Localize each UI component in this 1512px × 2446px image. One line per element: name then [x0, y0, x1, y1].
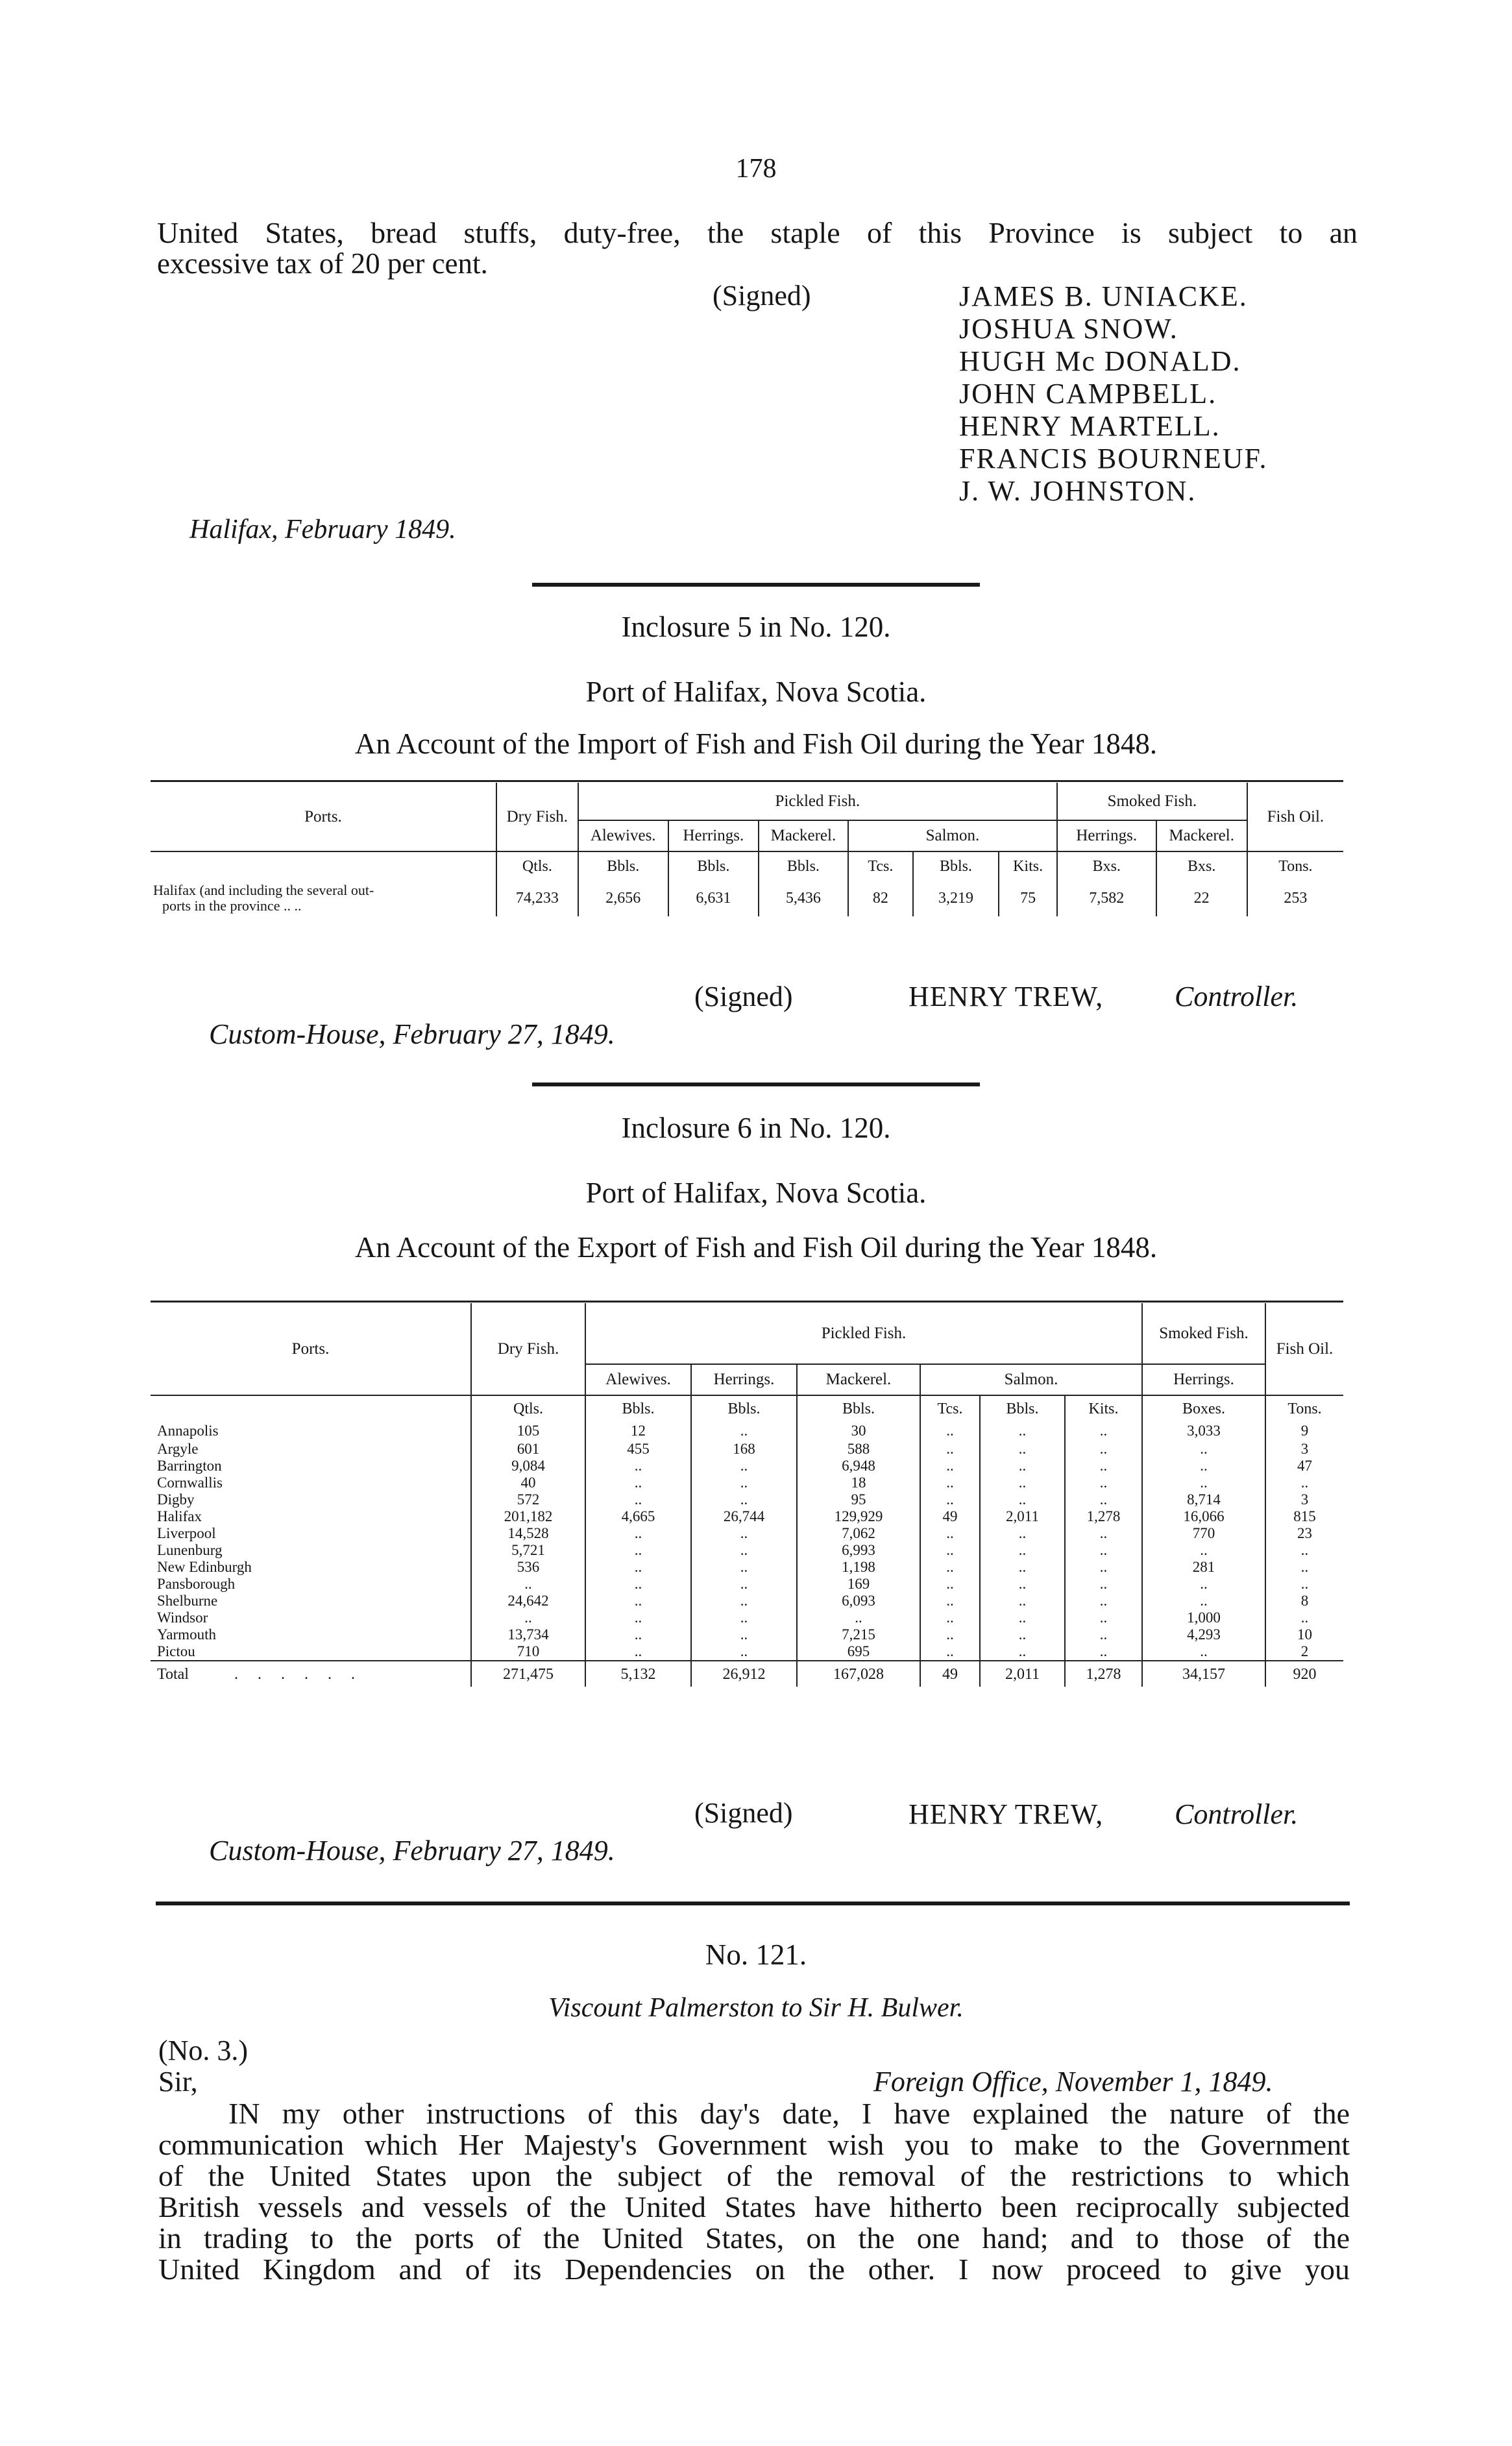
value-cell: .. — [920, 1474, 980, 1491]
value-cell: 40 — [471, 1474, 585, 1491]
value-cell: 1,278 — [1065, 1508, 1142, 1525]
unit-cell: Bxs. — [1156, 851, 1247, 880]
value-cell: .. — [920, 1525, 980, 1542]
col-pickled-fish: Pickled Fish. — [578, 783, 1057, 820]
total-cell: 26,912 — [691, 1661, 797, 1687]
value-cell: .. — [585, 1609, 691, 1626]
value-cell: .. — [691, 1525, 797, 1542]
col-mackerel: Mackerel. — [759, 820, 848, 851]
value-cell: .. — [585, 1593, 691, 1609]
value-cell: 9 — [1265, 1421, 1343, 1441]
port-cell — [151, 1542, 471, 1559]
value-cell: .. — [980, 1593, 1065, 1609]
port-name: New Edinburgh — [157, 1559, 252, 1575]
col-smoked-herrings: Herrings. — [1142, 1364, 1265, 1395]
signatory: JOHN CAMPBELL. — [959, 378, 1217, 410]
value-cell: .. — [1065, 1643, 1142, 1661]
section-divider-full — [156, 1902, 1350, 1905]
letter-body-line: of the United States upon the subject of the removal of the restrictions to which — [158, 2159, 1350, 2192]
value-cell: 281 — [1142, 1559, 1265, 1576]
col-salmon: Salmon. — [848, 820, 1057, 851]
table-row — [151, 1474, 1343, 1491]
signatory: JAMES B. UNIACKE. — [959, 280, 1248, 312]
value-cell: 3,033 — [1142, 1421, 1265, 1441]
value-cell: .. — [980, 1576, 1065, 1593]
unit-cell: Tons. — [1247, 851, 1343, 880]
value-cell: .. — [691, 1593, 797, 1609]
value-cell: .. — [585, 1626, 691, 1643]
table-row — [151, 1559, 1343, 1576]
value-cell: .. — [920, 1643, 980, 1661]
value-cell: .. — [471, 1609, 585, 1626]
value-cell: .. — [920, 1559, 980, 1576]
port-name: Liverpool — [157, 1525, 216, 1541]
value-cell: .. — [1065, 1576, 1142, 1593]
table-row — [151, 1441, 1343, 1458]
table-row — [151, 1525, 1343, 1542]
value-cell: 75 — [999, 880, 1057, 916]
value-cell: .. — [1065, 1491, 1142, 1508]
value-cell: 6,993 — [797, 1542, 920, 1559]
total-cell: 271,475 — [471, 1661, 585, 1687]
enclosure-5-heading: Inclosure 5 in No. 120. — [621, 611, 891, 643]
letter-body-line: in trading to the ports of the United States, on the one hand; and to those of the — [158, 2221, 1350, 2255]
value-cell: .. — [920, 1542, 980, 1559]
signed-label: (Signed) — [713, 280, 811, 312]
letter-ref: (No. 3.) — [158, 2035, 249, 2066]
value-cell: .. — [980, 1474, 1065, 1491]
port-name: Barrington — [157, 1458, 222, 1474]
value-cell: 3 — [1265, 1441, 1343, 1458]
value-cell: 572 — [471, 1491, 585, 1508]
value-cell: 12 — [585, 1421, 691, 1441]
col-alewives: Alewives. — [578, 820, 668, 851]
col-herrings: Herrings. — [668, 820, 759, 851]
value-cell: 815 — [1265, 1508, 1343, 1525]
value-cell: .. — [691, 1626, 797, 1643]
port-cell — [151, 1559, 471, 1576]
total-cell: 920 — [1265, 1661, 1343, 1687]
port-name: Windsor — [157, 1609, 208, 1626]
value-cell: 2 — [1265, 1643, 1343, 1661]
letter-body-line: IN my other instructions of this day's date, I have explained the nature of the — [228, 2097, 1350, 2130]
col-herrings: Herrings. — [691, 1364, 797, 1395]
signed-label: (Signed) — [694, 1797, 793, 1829]
port-name: Halifax — [157, 1508, 202, 1524]
table-row — [151, 1421, 1343, 1441]
value-cell: 5,436 — [759, 880, 848, 916]
col-dry-fish: Dry Fish. — [471, 1303, 585, 1395]
port-cell — [151, 1626, 471, 1643]
port-name: Cornwallis — [157, 1474, 223, 1491]
enclosure-6-heading: Inclosure 6 in No. 120. — [621, 1112, 891, 1144]
value-cell: .. — [980, 1491, 1065, 1508]
value-cell: 1,198 — [797, 1559, 920, 1576]
value-cell: 5,721 — [471, 1542, 585, 1559]
unit-cell: Bbls. — [797, 1395, 920, 1421]
enclosure-5-title: An Account of the Import of Fish and Fish Oil during the Year 1848. — [354, 728, 1158, 760]
intro-line-1: United States, bread stuffs, duty-free, the staple of this Province is subject to an — [157, 216, 1358, 249]
signer-name: HENRY TREW, — [908, 981, 1104, 1012]
total-cell: 49 — [920, 1661, 980, 1687]
port-name: Argyle — [157, 1441, 199, 1457]
section-divider — [532, 583, 980, 587]
value-cell: .. — [691, 1421, 797, 1441]
enclosure-5-port: Port of Halifax, Nova Scotia. — [585, 676, 927, 708]
value-cell: 24,642 — [471, 1593, 585, 1609]
export-table — [151, 1303, 1343, 1687]
value-cell: .. — [1142, 1593, 1265, 1609]
value-cell: .. — [585, 1474, 691, 1491]
unit-row — [151, 851, 1343, 880]
signatory: J. W. JOHNSTON. — [959, 475, 1197, 507]
value-cell: .. — [920, 1593, 980, 1609]
section-divider — [532, 1082, 980, 1086]
value-cell: 49 — [920, 1508, 980, 1525]
value-cell: 601 — [471, 1441, 585, 1458]
col-smoked-fish: Smoked Fish. — [1057, 783, 1247, 820]
letter-body-line: United Kingdom and of its Dependencies on the other. I now proceed to give you — [158, 2253, 1350, 2286]
value-cell: .. — [585, 1643, 691, 1661]
total-cell: 1,278 — [1065, 1661, 1142, 1687]
value-cell: .. — [1265, 1559, 1343, 1576]
port-name: Pictou — [157, 1643, 195, 1659]
value-cell: .. — [691, 1458, 797, 1474]
port-label-line: Halifax (and including the several out- — [153, 882, 374, 898]
enclosure-6-port: Port of Halifax, Nova Scotia. — [585, 1177, 927, 1209]
col-fish-oil: Fish Oil. — [1247, 783, 1343, 851]
port-cell — [151, 1643, 471, 1661]
value-cell: 8 — [1265, 1593, 1343, 1609]
value-cell: .. — [1265, 1542, 1343, 1559]
signer-name: HENRY TREW, — [908, 1798, 1104, 1830]
value-cell: 16,066 — [1142, 1508, 1265, 1525]
col-alewives: Alewives. — [585, 1364, 691, 1395]
table-top-rule — [151, 1301, 1343, 1302]
total-cell: 5,132 — [585, 1661, 691, 1687]
unit-row — [151, 1395, 1343, 1421]
value-cell: .. — [691, 1559, 797, 1576]
unit-cell: Tcs. — [848, 851, 913, 880]
value-cell: 201,182 — [471, 1508, 585, 1525]
value-cell: .. — [980, 1441, 1065, 1458]
port-cell — [151, 1609, 471, 1626]
col-smoked-herrings: Herrings. — [1057, 820, 1156, 851]
total-cell: 34,157 — [1142, 1661, 1265, 1687]
value-cell: 253 — [1247, 880, 1343, 916]
custom-house-date: Custom-House, February 27, 1849. — [209, 1018, 615, 1050]
port-cell — [151, 1491, 471, 1508]
value-cell: 2,011 — [980, 1508, 1065, 1525]
unit-cell: Bxs. — [1057, 851, 1156, 880]
value-cell: .. — [1142, 1576, 1265, 1593]
table-row — [151, 1643, 1343, 1661]
table-top-rule — [151, 780, 1343, 782]
total-label: Total ...... — [151, 1661, 471, 1687]
signer-title: Controller. — [1175, 981, 1299, 1012]
value-cell: .. — [585, 1576, 691, 1593]
value-cell: 30 — [797, 1421, 920, 1441]
port-cell — [151, 1576, 471, 1593]
unit-cell: Bbls. — [668, 851, 759, 880]
unit-cell: Tcs. — [920, 1395, 980, 1421]
unit-cell: Bbls. — [913, 851, 999, 880]
value-cell: 95 — [797, 1491, 920, 1508]
value-cell: .. — [691, 1542, 797, 1559]
value-cell: 536 — [471, 1559, 585, 1576]
value-cell: .. — [980, 1458, 1065, 1474]
port-name: Shelburne — [157, 1593, 218, 1609]
value-cell: 6,631 — [668, 880, 759, 916]
col-smoked-mackerel: Mackerel. — [1156, 820, 1247, 851]
custom-house-date: Custom-House, February 27, 1849. — [209, 1835, 615, 1866]
port-name: Lunenburg — [157, 1542, 223, 1558]
signatory: FRANCIS BOURNEUF. — [959, 443, 1268, 474]
value-cell: .. — [1265, 1576, 1343, 1593]
port-name: Annapolis — [157, 1423, 219, 1439]
value-cell: 18 — [797, 1474, 920, 1491]
value-cell: 14,528 — [471, 1525, 585, 1542]
intro-line-2: excessive tax of 20 per cent. — [157, 247, 488, 280]
table-row — [151, 1508, 1343, 1525]
value-cell: .. — [691, 1474, 797, 1491]
value-cell: 588 — [797, 1441, 920, 1458]
enclosure-6-title: An Account of the Export of Fish and Fish Oil during the Year 1848. — [354, 1231, 1158, 1264]
value-cell: 169 — [797, 1576, 920, 1593]
value-cell: .. — [1065, 1421, 1142, 1441]
value-cell: 129,929 — [797, 1508, 920, 1525]
letter-body-line: British vessels and vessels of the United States have hitherto been reciprocally subjected — [158, 2190, 1350, 2223]
value-cell: 710 — [471, 1643, 585, 1661]
value-cell: 695 — [797, 1643, 920, 1661]
value-cell: .. — [1142, 1458, 1265, 1474]
value-cell: .. — [1265, 1609, 1343, 1626]
col-fish-oil: Fish Oil. — [1265, 1303, 1343, 1395]
value-cell: .. — [920, 1458, 980, 1474]
port-cell — [151, 1441, 471, 1458]
value-cell: .. — [1065, 1474, 1142, 1491]
unit-cell: Bbls. — [578, 851, 668, 880]
unit-cell: Bbls. — [691, 1395, 797, 1421]
value-cell: .. — [1065, 1525, 1142, 1542]
letter-from-to: Viscount Palmerston to Sir H. Bulwer. — [548, 1993, 964, 2023]
letter-salutation: Sir, — [158, 2066, 198, 2097]
value-cell: 9,084 — [471, 1458, 585, 1474]
col-ports: Ports. — [151, 783, 496, 851]
unit-cell: Bbls. — [759, 851, 848, 880]
value-cell: 7,215 — [797, 1626, 920, 1643]
value-cell: 105 — [471, 1421, 585, 1441]
value-cell: .. — [691, 1609, 797, 1626]
value-cell: .. — [980, 1643, 1065, 1661]
value-cell: .. — [980, 1542, 1065, 1559]
unit-cell: Kits. — [999, 851, 1057, 880]
port-cell — [151, 1421, 471, 1441]
value-cell: 770 — [1142, 1525, 1265, 1542]
unit-cell: Boxes. — [1142, 1395, 1265, 1421]
value-cell: .. — [980, 1559, 1065, 1576]
unit-cell: Bbls. — [980, 1395, 1065, 1421]
value-cell: .. — [691, 1576, 797, 1593]
value-cell: .. — [1065, 1441, 1142, 1458]
value-cell: .. — [1142, 1643, 1265, 1661]
port-name: Yarmouth — [157, 1626, 216, 1643]
value-cell: .. — [585, 1491, 691, 1508]
value-cell: 2,656 — [578, 880, 668, 916]
letter-body-line: communication which Her Majesty's Government wish you to make to the Government — [158, 2128, 1350, 2161]
value-cell: 13,734 — [471, 1626, 585, 1643]
port-cell — [151, 1593, 471, 1609]
col-smoked-fish: Smoked Fish. — [1142, 1303, 1265, 1364]
value-cell: .. — [920, 1491, 980, 1508]
unit-cell: Qtls. — [496, 851, 578, 880]
value-cell: .. — [585, 1458, 691, 1474]
col-salmon: Salmon. — [920, 1364, 1142, 1395]
value-cell: .. — [1065, 1609, 1142, 1626]
value-cell: .. — [920, 1626, 980, 1643]
value-cell: 6,948 — [797, 1458, 920, 1474]
value-cell: .. — [1142, 1542, 1265, 1559]
signatory: HENRY MARTELL. — [959, 410, 1221, 442]
value-cell: .. — [797, 1609, 920, 1626]
page-number: 178 — [735, 154, 777, 184]
col-mackerel: Mackerel. — [797, 1364, 920, 1395]
value-cell: .. — [1065, 1593, 1142, 1609]
signer-title: Controller. — [1175, 1798, 1299, 1830]
signatory: JOSHUA SNOW. — [959, 313, 1178, 345]
value-cell: 455 — [585, 1441, 691, 1458]
signed-label: (Signed) — [694, 981, 793, 1012]
value-cell: .. — [585, 1542, 691, 1559]
port-cell — [151, 1458, 471, 1474]
table-row — [151, 1609, 1343, 1626]
value-cell: .. — [920, 1576, 980, 1593]
value-cell: 4,665 — [585, 1508, 691, 1525]
port-cell — [151, 1525, 471, 1542]
value-cell: .. — [980, 1609, 1065, 1626]
unit-cell: Tons. — [1265, 1395, 1343, 1421]
table-row — [151, 1576, 1343, 1593]
value-cell: 7,582 — [1057, 880, 1156, 916]
value-cell: 10 — [1265, 1626, 1343, 1643]
value-cell: 6,093 — [797, 1593, 920, 1609]
total-cell: 167,028 — [797, 1661, 920, 1687]
col-ports: Ports. — [151, 1303, 471, 1395]
export-rows — [151, 1421, 1343, 1661]
value-cell: .. — [980, 1626, 1065, 1643]
total-cell: 2,011 — [980, 1661, 1065, 1687]
port-name: Pansborough — [157, 1576, 236, 1592]
port-cell — [151, 880, 496, 916]
unit-cell: Qtls. — [471, 1395, 585, 1421]
value-cell: .. — [585, 1559, 691, 1576]
value-cell: .. — [691, 1643, 797, 1661]
value-cell: 26,744 — [691, 1508, 797, 1525]
table-row — [151, 1458, 1343, 1474]
total-label-text: Total — [157, 1665, 189, 1683]
table-row — [151, 880, 1343, 916]
value-cell: .. — [1065, 1458, 1142, 1474]
unit-cell: Kits. — [1065, 1395, 1142, 1421]
value-cell: .. — [691, 1491, 797, 1508]
col-pickled-fish: Pickled Fish. — [585, 1303, 1142, 1364]
value-cell: 7,062 — [797, 1525, 920, 1542]
unit-cell: Bbls. — [585, 1395, 691, 1421]
col-dry-fish: Dry Fish. — [496, 783, 578, 851]
place-date: Halifax, February 1849. — [189, 515, 456, 544]
value-cell: 8,714 — [1142, 1491, 1265, 1508]
letter-number: No. 121. — [705, 1938, 807, 1971]
value-cell: 47 — [1265, 1458, 1343, 1474]
letter-dateline: Foreign Office, November 1, 1849. — [873, 2066, 1273, 2097]
value-cell: 4,293 — [1142, 1626, 1265, 1643]
value-cell: .. — [1065, 1542, 1142, 1559]
value-cell: .. — [1065, 1559, 1142, 1576]
value-cell: 1,000 — [1142, 1609, 1265, 1626]
signatory: HUGH Mc DONALD. — [959, 345, 1241, 377]
table-row — [151, 1626, 1343, 1643]
value-cell: .. — [1142, 1441, 1265, 1458]
port-label-line: ports in the province .. .. — [162, 898, 302, 914]
value-cell: .. — [1065, 1626, 1142, 1643]
value-cell: 22 — [1156, 880, 1247, 916]
value-cell: 168 — [691, 1441, 797, 1458]
value-cell: .. — [920, 1421, 980, 1441]
value-cell: 23 — [1265, 1525, 1343, 1542]
value-cell: .. — [1265, 1474, 1343, 1491]
value-cell: .. — [920, 1441, 980, 1458]
value-cell: .. — [1142, 1474, 1265, 1491]
value-cell: .. — [980, 1525, 1065, 1542]
table-row — [151, 1542, 1343, 1559]
value-cell: 74,233 — [496, 880, 578, 916]
value-cell: .. — [471, 1576, 585, 1593]
value-cell: 3 — [1265, 1491, 1343, 1508]
table-row — [151, 1491, 1343, 1508]
table-row — [151, 1593, 1343, 1609]
value-cell: .. — [585, 1525, 691, 1542]
value-cell: 82 — [848, 880, 913, 916]
port-cell — [151, 1474, 471, 1491]
import-table — [151, 783, 1343, 916]
port-name: Digby — [157, 1491, 195, 1508]
value-cell: 3,219 — [913, 880, 999, 916]
port-cell — [151, 1508, 471, 1525]
value-cell: .. — [980, 1421, 1065, 1441]
value-cell: .. — [920, 1609, 980, 1626]
total-row — [151, 1661, 1343, 1687]
